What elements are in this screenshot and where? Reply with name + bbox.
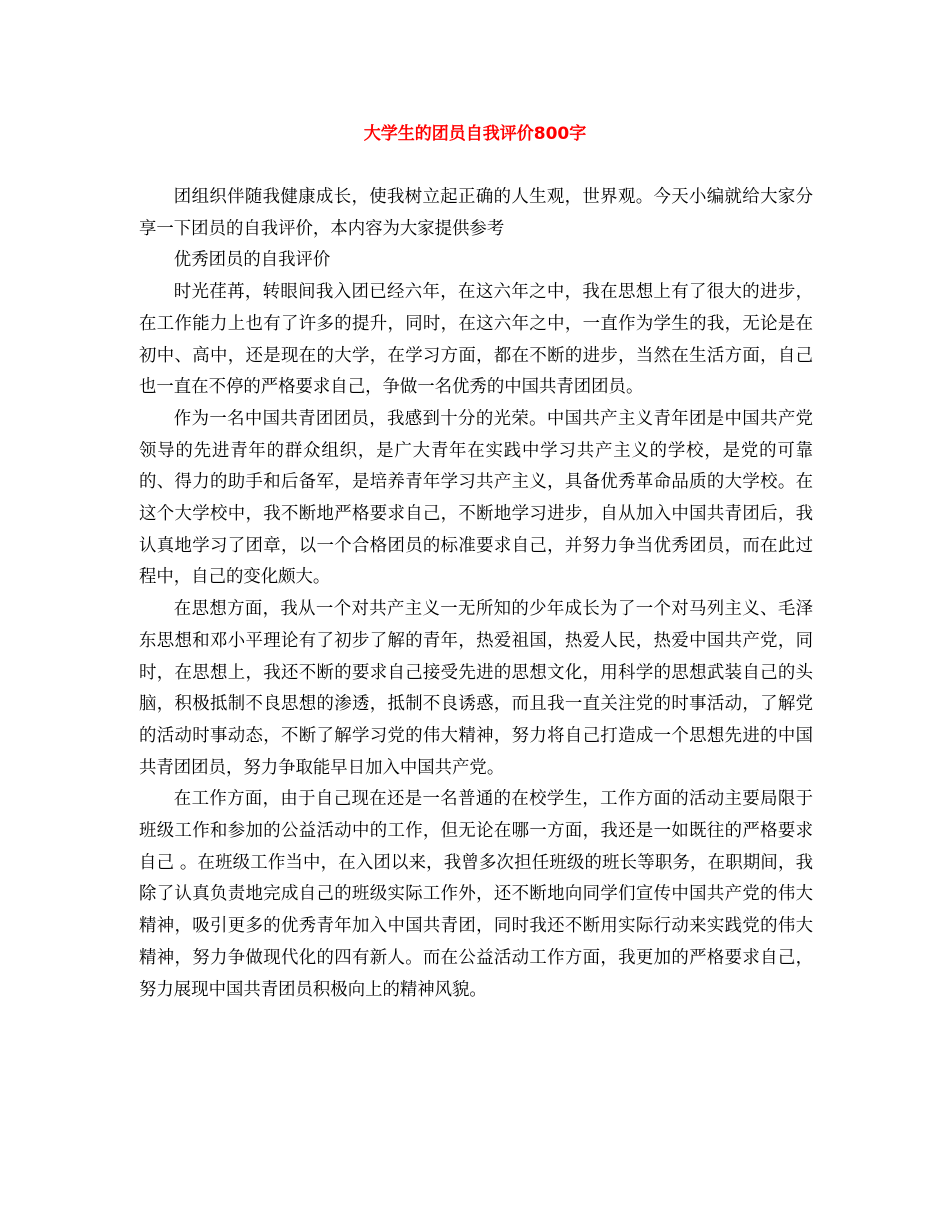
document-body <box>139 182 813 1006</box>
document-title: 大学生的团员自我评价800字 <box>363 124 587 144</box>
paragraph-growth: 时光荏苒，转眼间我入团已经六年，在这六年之中，我在思想上有了很大的进步，在工作能力上也有了许多的提升，同时，在这六年之中，一直作为学生的我，无论是在初中、高中，还是现在的大学，在学习方面，都在不断的进步，当然在生活方面，自己也一直在不停的严格要求自己，争做一名优秀的中国共青团团员。 <box>139 282 813 398</box>
paragraph-work: 在工作方面，由于自己现在还是一名普通的在校学生，工作方面的活动主要局限于班级工作和参加的公益活动中的工作，但无论在哪一方面，我还是一如既往的严格要求自己 。在班级工作当中，在入团以来，我曾多次担任班级的班长等职务，在职期间，我除了认真负责地完成自己的班级实际工作外，还不断地向同学们宣传中国共产党的伟大精神，吸引更多的优秀青年加入中国共青团，同时我还不断用实际行动来实践党的伟大精神，努力争做现代化的四有新人。而在公益活动工作方面，我更加的严格要求自己，努力展现中国共青团员积极向上的精神风貌。 <box>139 789 813 1000</box>
paragraph-thought: 在思想方面，我从一个对共产主义一无所知的少年成长为了一个对马列主义、毛泽东思想和邓小平理论有了初步了解的青年，热爱祖国，热爱人民，热爱中国共产党，同时，在思想上，我还不断的要求自己接受先进的思想文化，用科学的思想武装自己的头脑，积极抵制不良思想的渗透，抵制不良诱惑，而且我一直关注党的时事活动，了解党的活动时事动态，不断了解学习党的伟大精神，努力将自己打造成一个思想先进的中国共青团团员，努力争取能早日加入中国共产党。 <box>139 599 813 778</box>
paragraph-honor: 作为一名中国共青团团员，我感到十分的光荣。中国共产主义青年团是中国共产党领导的先进青年的群众组织，是广大青年在实践中学习共产主义的学校，是党的可靠的、得力的助手和后备军，是培养青年学习共产主义，具备优秀革命品质的大学校。在这个大学校中，我不断地严格要求自己，不断地学习进步，自从加入中国共青团后，我认真地学习了团章，以一个合格团员的标准要求自己，并努力争当优秀团员，而在此过程中，自己的变化颇大。 <box>139 408 813 588</box>
section-heading: 优秀团员的自我评价 <box>173 250 331 271</box>
paragraph-intro: 团组织伴随我健康成长，使我树立起正确的人生观，世界观。今天小编就给大家分享一下团员的自我评价，本内容为大家提供参考 <box>139 187 813 239</box>
